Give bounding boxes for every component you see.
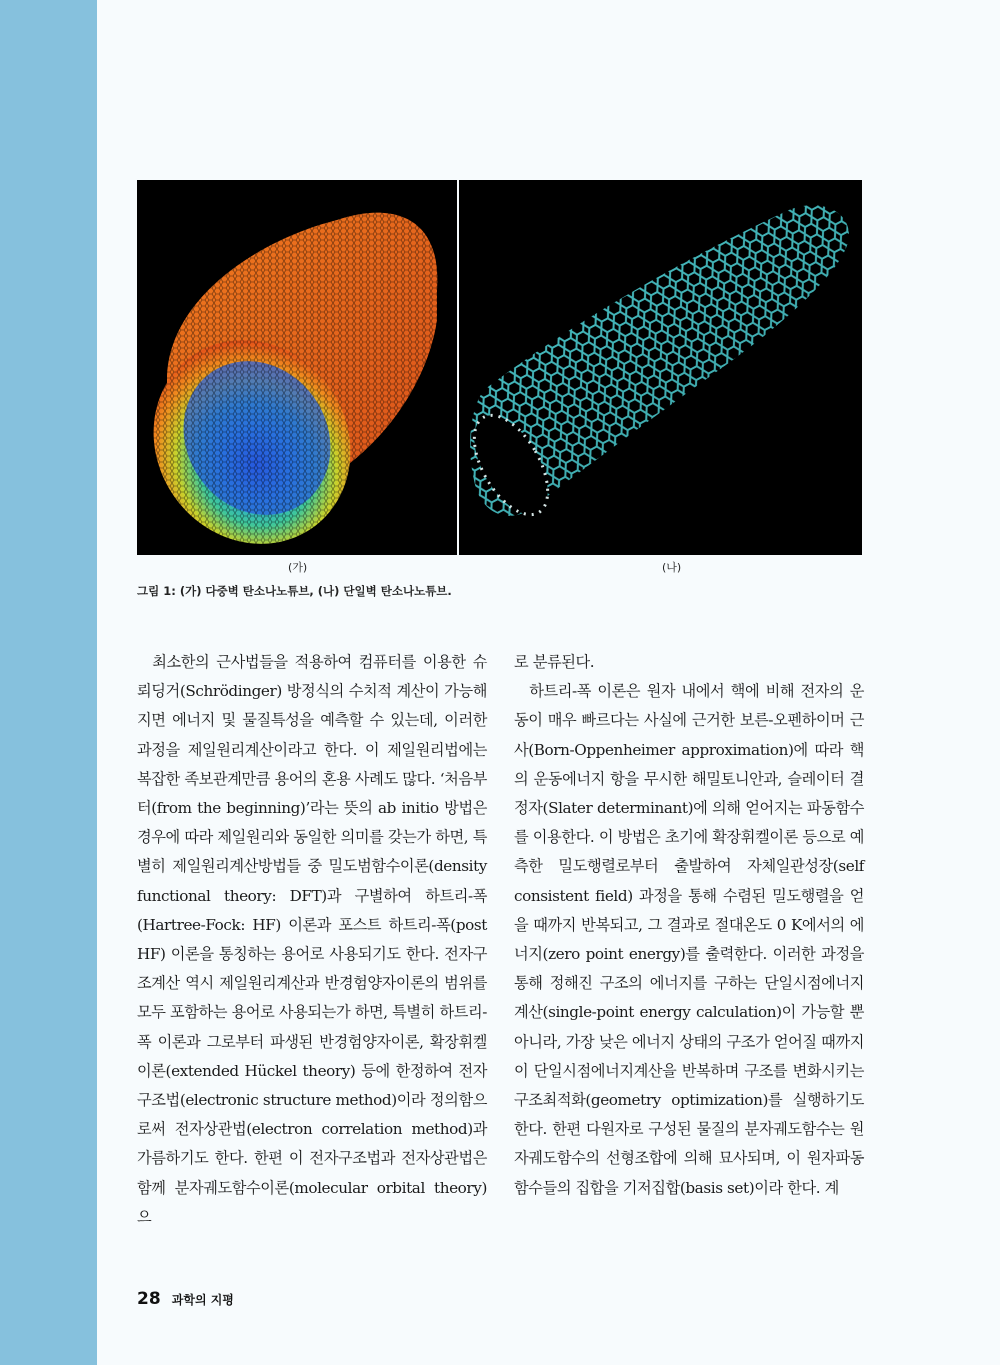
figure-panel-singlewall-nanotube — [459, 180, 862, 555]
page-footer — [137, 1289, 234, 1309]
singlewall-nanotube-image — [459, 180, 862, 555]
figure-panel-multiwall-nanotube — [137, 180, 457, 555]
multiwall-nanotube-image — [137, 180, 457, 555]
body-paragraph: 하트리-폭 이론은 원자 내에서 핵에 비해 전자의 운동이 매우 빠르다는 사실에 근거한 보른-오펜하이머 근사(Born-Oppenheimer approximation)에 따라 핵의 운동에너지 항을 무시한 해밀토니안과, 슬레이터 결정자(Slater determinant)에 의해 얻어지는 파동함수를 이용한다. 이 방법은 초기에 확장휘켈이론 등으로 예측한 밀도행렬로부터 출발하여 자체일관성장(self consistent field) 과정을 통해 수렴된 밀도행렬을 얻을 때까지 반복되고, 그 결과로 절대온도 0 K에서의 에너지(zero point energy)를 출력한다. 이러한 과정을 통해 정해진 구조의 에너지를 구하는 단일시점에너지계산(single-point energy calculation)이 가능할 뿐 아니라, 가장 낮은 에너지 상태의 구조가 얻어질 때까지 이 단일시점에너지계산을 반복하며 구조를 변화시키는 구조최적화(geometry optimization)를 실행하기도 한다. 한편 다원자로 구성된 물질의 분자궤도함수는 원자궤도함수의 선형조합에 의해 묘사되며, 이 원자파동함수들의 집합을 기저집합(basis set)이라 한다. 계 — [514, 682, 864, 1197]
text-column-right — [514, 648, 864, 1203]
body-paragraph-continuation: 로 분류된다. — [514, 653, 595, 671]
body-paragraph: 최소한의 근사법들을 적용하여 컴퓨터를 이용한 슈뢰딩거(Schrödinger) 방정식의 수치적 계산이 가능해지면 에너지 및 물질특성을 예측할 수 있는데, 이러한 과정을 제일원리계산이라고 한다. 이 제일원리법에는 복잡한 족보관계만큼 용어의 혼용 사례도 많다. ‘처음부터(from the beginning)’라는 뜻의 ab initio 방법은 경우에 따라 제일원리와 동일한 의미를 갖는가 하면, 특별히 제일원리계산방법들 중 밀도범함수이론(density functional theory: DFT)과 구별하여 하트리-폭(Hartree-Fock: HF) 이론과 포스트 하트리-폭(post HF) 이론을 통칭하는 용어로 사용되기도 한다. 전자구조계산 역시 제일원리계산과 반경험양자이론의 범위를 모두 포함하는 용어로 사용되는가 하면, 특별히 하트리-폭 이론과 그로부터 파생된 반경험양자이론, 확장휘켈이론(extended Hückel theory) 등에 한정하여 전자구조법(electronic structure method)이라 정의함으로써 전자상관법(electron correlation method)과 가름하기도 한다. 한편 이 전자구조법과 전자상관법은 함께 분자궤도함수이론(molecular orbital theory)으 — [137, 653, 487, 1226]
text-column-left — [137, 648, 487, 1232]
page-number: 28 — [137, 1289, 161, 1309]
magazine-title: 과학의 지평 — [171, 1293, 234, 1307]
figure-caption: 그림 1: (가) 다중벽 탄소나노튜브, (나) 단일벽 탄소나노튜브. — [137, 584, 452, 598]
figure-label-b: (나) — [662, 561, 682, 574]
figure-label-a: (가) — [288, 561, 308, 574]
side-color-band — [0, 0, 97, 1365]
